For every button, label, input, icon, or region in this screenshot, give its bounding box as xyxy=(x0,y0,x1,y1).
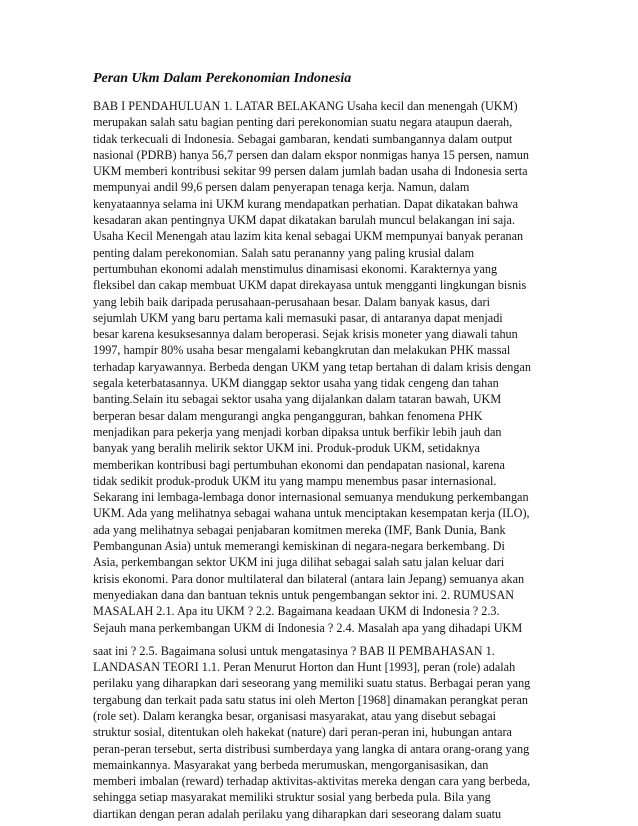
text-line: sejumlah UKM yang baru pertama kali memasuki pasar, di antaranya dapat menjadi xyxy=(93,310,503,325)
text-line: (role set). Dalam kerangka besar, organisasi masyarakat, atau yang disebut sebagai xyxy=(93,708,497,723)
text-line: Asia, perkembangan sektor UKM ini juga dilihat sebagai salah satu jalan keluar dari xyxy=(93,555,505,570)
text-line: struktur sosial, ditentukan oleh hakekat (nature) dari peran-peran ini, hubungan antara xyxy=(93,725,512,740)
text-line: diartikan dengan peran adalah perilaku yang diharapkan dari seseorang dalam suatu xyxy=(93,806,502,821)
text-line: menjadikan para pekerja yang menjadi korban dipaksa untuk berfikir lebih jauh dan xyxy=(93,424,502,439)
document-body xyxy=(93,98,553,822)
text-line: LANDASAN TEORI 1.1. Peran Menurut Horton dan Hunt [1993], peran (role) adalah xyxy=(93,660,516,675)
text-line: kesadaran akan pentingnya UKM dapat dikatakan barulah muncul belakangan ini saja. xyxy=(93,213,516,228)
text-line: mempunyai andil 99,6 persen dalam penyerapan tenaga kerja. Namun, dalam xyxy=(93,180,470,195)
text-line: yang lebih baik daripada perusahaan-perusahaan besar. Dalam banyak kasus, dari xyxy=(93,294,490,309)
text-line: Sekarang ini lembaga-lembaga donor internasional semuanya mendukung perkembangan xyxy=(93,490,529,505)
text-line: perilaku yang diharapkan dari seseorang yang memiliki suatu status. Berbagai peran yang xyxy=(93,676,531,691)
text-line: merupakan salah satu bagian penting dari perekonomian suatu negara ataupun daerah, xyxy=(93,115,513,130)
text-line: menyediakan dana dan bantuan teknis untuk pengembangan sektor ini. 2. RUMUSAN xyxy=(93,587,515,602)
text-line: memberi imbalan (reward) terhadap aktivitas-aktivitas mereka dengan cara yang berbeda, xyxy=(93,774,531,789)
text-line: tergabung dan terkait pada satu status ini oleh Merton [1968] dinamakan perangkat peran xyxy=(93,692,529,707)
text-line: sehingga setiap masyarakat memiliki struktur sosial yang berbeda pula. Bila yang xyxy=(93,790,491,805)
text-line: MASALAH 2.1. Apa itu UKM ? 2.2. Bagaimana keadaan UKM di Indonesia ? 2.3. xyxy=(93,604,500,619)
text-line: penting dalam perekonomian. Salah satu perananny yang paling krusial dalam xyxy=(93,245,475,260)
text-line: fleksibel dan cakap membuat UKM dapat direkayasa untuk mengganti lingkungan bisnis xyxy=(93,278,527,293)
document-title: Peran Ukm Dalam Perekonomian Indonesia xyxy=(93,71,352,86)
text-line: UKM. Ada yang melihatnya sebagai wahana untuk menciptakan kesempatan kerja (ILO), xyxy=(93,506,530,521)
text-line: ada yang melihatnya sebagai penjabaran komitmen mereka (IMF, Bank Dunia, Bank xyxy=(93,522,506,537)
text-line: krisis ekonomi. Para donor multilateral dan bilateral (antara lain Jepang) semuanya akan xyxy=(93,571,525,586)
text-line: besar karena kesuksesannya dalam beroperasi. Sejak krisis moneter yang diawali tahun xyxy=(93,327,518,342)
text-line: nasional (PDRB) hanya 56,7 persen dan dalam ekspor nonmigas hanya 15 persen, namun xyxy=(93,147,529,162)
text-line: 1997, hampir 80% usaha besar mengalami kebangkrutan dan melakukan PHK massal xyxy=(93,343,511,358)
text-line: berperan besar dalam mengurangi angka pengangguran, bahkan fenomena PHK xyxy=(93,408,483,423)
text-line: UKM memberi kontribusi sekitar 99 persen dalam jumlah badan usaha di Indonesia serta xyxy=(93,164,528,179)
text-line: banting.Selain itu sebagai sektor usaha yang dijalankan dalam tataran bawah, UKM xyxy=(93,392,502,407)
text-line: tidak sedikit produk-produk UKM itu yang mampu menembus pasar internasional. xyxy=(93,473,497,488)
text-line: BAB I PENDAHULUAN 1. LATAR BELAKANG Usaha kecil dan menengah (UKM) xyxy=(93,99,518,113)
text-line: Usaha Kecil Menengah atau lazim kita kenal sebagai UKM mempunyai banyak peranan xyxy=(93,229,524,244)
text-line: tidak terkecuali di Indonesia. Sebagai gambaran, kendati sumbangannya dalam output xyxy=(93,131,513,146)
text-line: Sejauh mana perkembangan UKM di Indonesia ? 2.4. Masalah apa yang dihadapi UKM xyxy=(93,620,523,635)
text-line: segala keterbatasannya. UKM dianggap sektor usaha yang tidak cengeng dan tahan xyxy=(93,376,499,391)
text-line: memainkannya. Masyarakat yang berbeda merumuskan, mengorganisasikan, dan xyxy=(93,757,489,772)
text-line: memberikan kontribusi bagi pertumbuhan ekonomi dan pendapatan nasional, karena xyxy=(93,457,505,472)
text-line: terhadap karyawannya. Berbeda dengan UKM yang tetap bertahan di dalam krisis dengan xyxy=(93,359,531,374)
text-line: pertumbuhan ekonomi adalah menstimulus dinamisasi ekonomi. Karakternya yang xyxy=(93,261,498,276)
text-line: kenyataannya selama ini UKM kurang mendapatkan perhatian. Dapat dikatakan bahwa xyxy=(93,196,519,211)
paragraph-gap xyxy=(93,636,553,643)
text-line: Pembangunan Asia) untuk memerangi kemiskinan di negara-negara berkembang. Di xyxy=(93,539,505,554)
text-line: saat ini ? 2.5. Bagaimana solusi untuk mengatasinya ? BAB II PEMBAHASAN 1. xyxy=(93,643,495,658)
text-line: peran-peran tersebut, serta distribusi sumberdaya yang langka di antara orang-orang yang xyxy=(93,741,530,756)
text-line: banyak yang beralih melirik sektor UKM ini. Produk-produk UKM, setidaknya xyxy=(93,441,480,456)
